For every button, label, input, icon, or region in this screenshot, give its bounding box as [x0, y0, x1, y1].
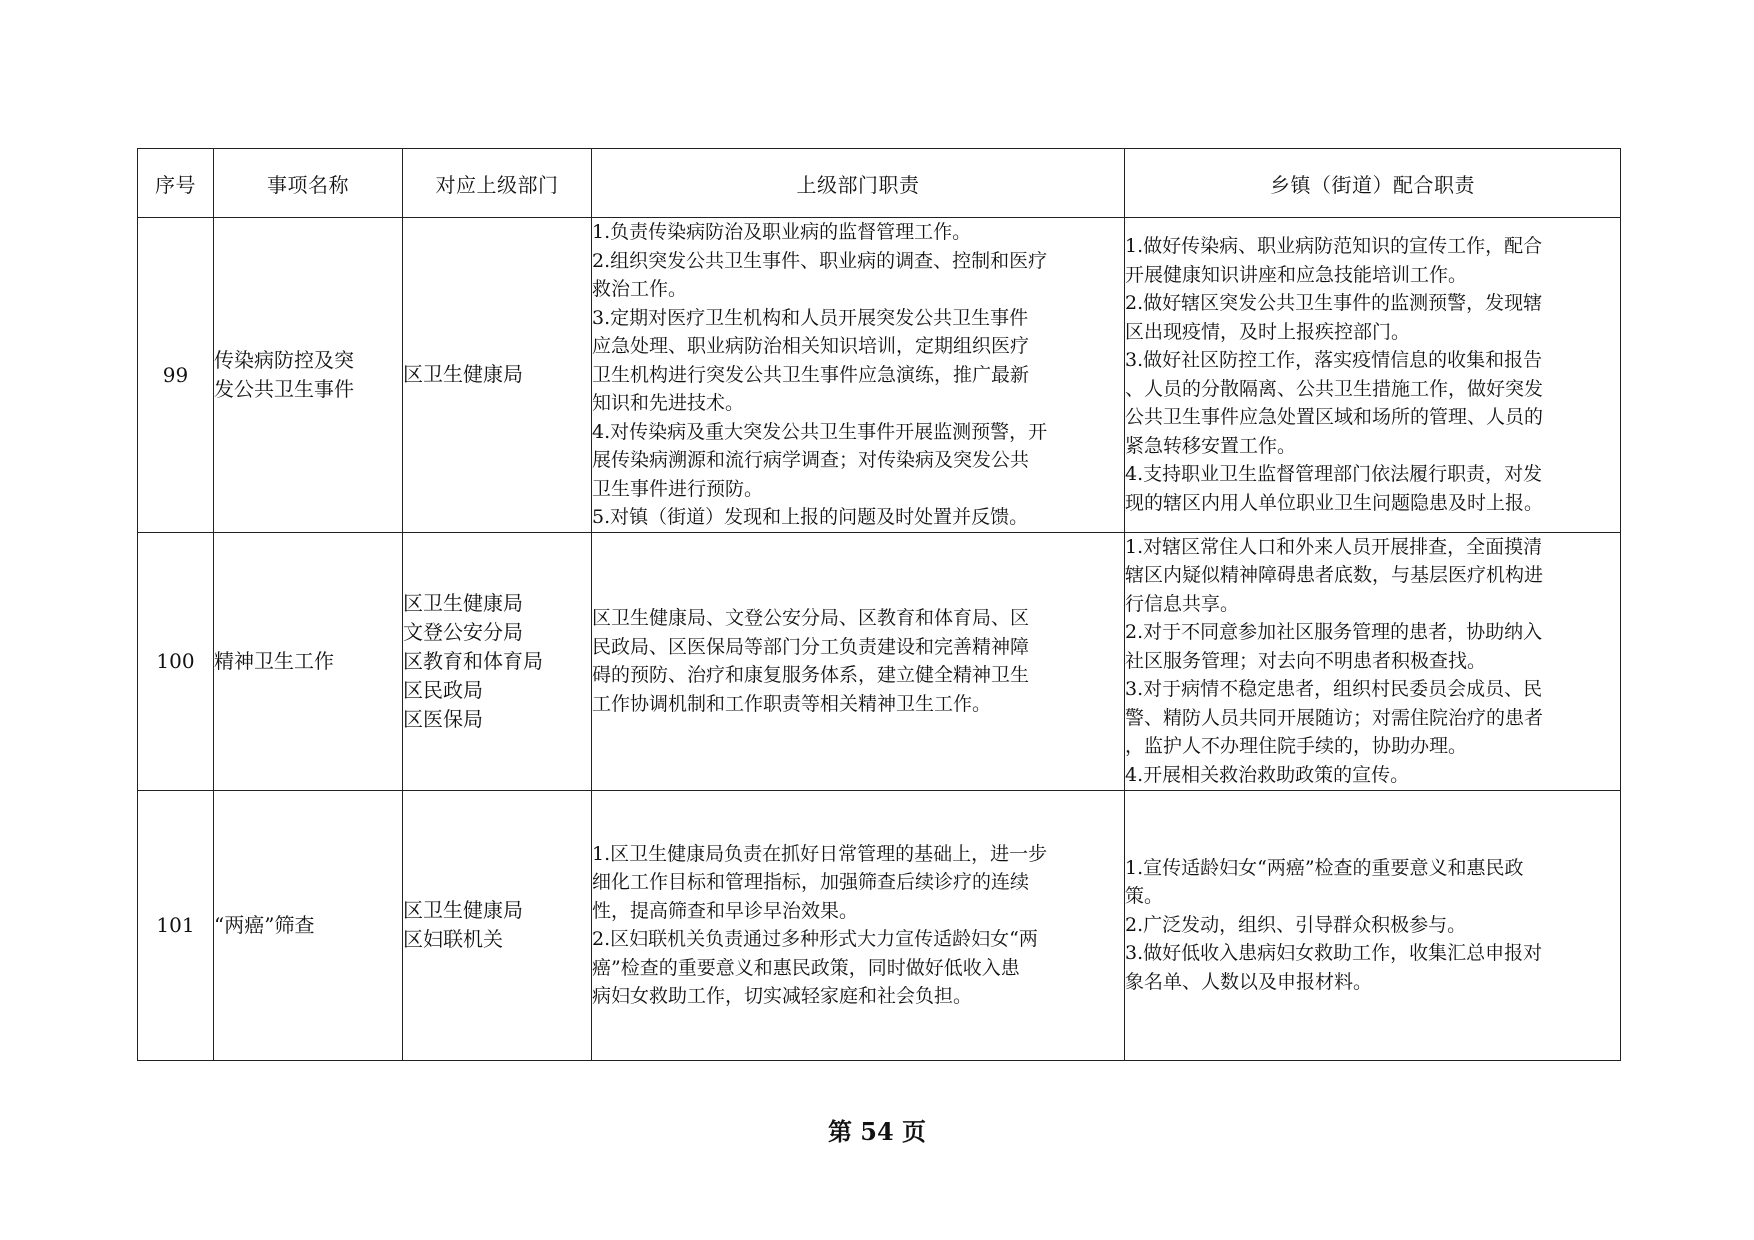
row-upper-duties — [592, 790, 1125, 1060]
cell-line: 3.做好社区防控工作，落实疫情信息的收集和报告 — [1125, 349, 1543, 372]
row-upper-dept — [403, 218, 592, 533]
cell-line: 紧急转移安置工作。 — [1125, 434, 1297, 457]
cell-line: 病妇女救助工作，切实减轻家庭和社会负担。 — [592, 985, 973, 1007]
cell-line: 民政局、区医保局等部门分工负责建设和完善精神障 — [592, 635, 1030, 658]
cell-line: 1.宣传适龄妇女“两癌”检查的重要意义和惠民政 — [1125, 856, 1524, 879]
cell-line: 卫生机构进行突发公共卫生事件应急演练，推广最新 — [592, 363, 1030, 386]
cell-line: 警、精防人员共同开展随访；对需住院治疗的患者 — [1125, 706, 1544, 729]
cell-line: 2.广泛发动，组织、引导群众积极参与。 — [1125, 913, 1467, 936]
cell-line: 展传染病溯源和流行病学调查；对传染病及突发公共 — [592, 449, 1030, 471]
row-town-duties — [1125, 218, 1621, 533]
table-row — [138, 218, 1621, 533]
page-number: 第 54 页 — [827, 1117, 927, 1146]
cell-line: 3.做好低收入患病妇女救助工作，收集汇总申报对 — [1125, 942, 1543, 965]
header-upper-dept: 对应上级部门 — [403, 149, 592, 218]
cell-line: 、人员的分散隔离、公共卫生措施工作，做好突发 — [1125, 377, 1544, 400]
cell-line: 区卫生健康局 — [403, 590, 523, 615]
cell-line: 精神卫生工作 — [214, 648, 334, 673]
cell-line: 公共卫生事件应急处置区域和场所的管理、人员的 — [1125, 406, 1544, 429]
cell-line: 1.对辖区常住人口和外来人员开展排查，全面摸清 — [1125, 535, 1543, 558]
header-seq: 序号 — [138, 149, 214, 218]
header-item-name: 事项名称 — [214, 149, 403, 218]
cell-line: 辖区内疑似精神障碍患者底数，与基层医疗机构进 — [1125, 564, 1544, 587]
cell-line: 性，提高筛查和早诊早治效果。 — [592, 899, 859, 922]
cell-line: 现的辖区内用人单位职业卫生问题隐患及时上报。 — [1125, 491, 1544, 514]
cell-line: 知识和先进技术。 — [592, 392, 745, 414]
cell-line: 1.负责传染病防治及职业病的监督管理工作。 — [592, 221, 972, 243]
cell-line: 区民政局 — [403, 677, 483, 702]
cell-line: 区出现疫情，及时上报疾控部门。 — [1125, 320, 1411, 343]
table-row — [138, 790, 1621, 1060]
cell-line: ，监护人不办理住院手续的，协助办理。 — [1125, 735, 1468, 758]
row-upper-dept — [403, 532, 592, 790]
row-upper-dept — [403, 790, 592, 1060]
cell-line: 开展健康知识讲座和应急技能培训工作。 — [1125, 263, 1468, 286]
cell-line: 2.区妇联机关负责通过多种形式大力宣传适龄妇女“两 — [592, 928, 1038, 950]
row-seq: 100 — [138, 532, 214, 790]
cell-line: “两癌”筛查 — [214, 912, 315, 937]
header-town-duties: 乡镇（街道）配合职责 — [1125, 149, 1621, 218]
cell-line: 区卫生健康局 — [403, 898, 523, 922]
cell-line: 4.支持职业卫生监督管理部门依法履行职责，对发 — [1125, 463, 1543, 486]
header-upper-duties: 上级部门职责 — [592, 149, 1125, 218]
cell-line: 区卫生健康局 — [403, 362, 523, 387]
cell-line: 区卫生健康局、文登公安分局、区教育和体育局、区 — [592, 607, 1030, 629]
cell-line: 救治工作。 — [592, 278, 688, 300]
cell-line: 区医保局 — [403, 706, 483, 731]
cell-line: 文登公安分局 — [403, 619, 523, 644]
row-upper-duties — [592, 218, 1125, 533]
cell-line: 区妇联机关 — [403, 927, 503, 951]
cell-line: 1.区卫生健康局负责在抓好日常管理的基础上，进一步 — [592, 842, 1048, 865]
cell-line: 2.做好辖区突发公共卫生事件的监测预警，发现辖 — [1125, 292, 1543, 315]
cell-line: 癌”检查的重要意义和惠民政策，同时做好低收入患 — [592, 956, 1020, 979]
cell-line: 4.对传染病及重大突发公共卫生事件开展监测预警，开 — [592, 420, 1048, 443]
cell-line: 细化工作目标和管理指标，加强筛查后续诊疗的连续 — [592, 871, 1030, 893]
cell-line: 发公共卫生事件 — [214, 376, 354, 401]
cell-line: 工作协调机制和工作职责等相关精神卫生工作。 — [592, 692, 992, 715]
row-seq: 101 — [138, 790, 214, 1060]
cell-line: 行信息共享。 — [1125, 592, 1240, 615]
table-row — [138, 532, 1621, 790]
cell-line: 策。 — [1125, 885, 1164, 908]
row-item-name — [214, 218, 403, 533]
cell-line: 2.对于不同意参加社区服务管理的患者，协助纳入 — [1125, 621, 1543, 644]
cell-line: 2.组织突发公共卫生事件、职业病的调查、控制和医疗 — [592, 249, 1048, 272]
header-row — [138, 149, 1621, 218]
cell-line: 社区服务管理；对去向不明患者积极查找。 — [1125, 649, 1487, 672]
row-item-name — [214, 532, 403, 790]
cell-line: 应急处理、职业病防治相关知识培训，定期组织医疗 — [592, 335, 1030, 357]
cell-line: 1.做好传染病、职业病防范知识的宣传工作，配合 — [1125, 235, 1543, 258]
cell-line: 传染病防控及突 — [214, 347, 354, 372]
cell-line: 4.开展相关救治救助政策的宣传。 — [1125, 763, 1410, 786]
cell-line: 3.定期对医疗卫生机构和人员开展突发公共卫生事件 — [592, 306, 1029, 329]
row-town-duties — [1125, 790, 1621, 1060]
row-town-duties — [1125, 532, 1621, 790]
duties-table — [137, 148, 1621, 1061]
cell-line: 象名单、人数以及申报材料。 — [1125, 970, 1373, 993]
row-seq: 99 — [138, 218, 214, 533]
cell-line: 区教育和体育局 — [403, 648, 543, 673]
cell-line: 碍的预防、治疗和康复服务体系，建立健全精神卫生 — [592, 664, 1030, 686]
cell-line: 卫生事件进行预防。 — [592, 477, 764, 500]
cell-line: 5.对镇（街道）发现和上报的问题及时处置并反馈。 — [592, 506, 1029, 528]
cell-line: 3.对于病情不稳定患者，组织村民委员会成员、民 — [1125, 678, 1543, 701]
row-item-name — [214, 790, 403, 1060]
row-upper-duties — [592, 532, 1125, 790]
